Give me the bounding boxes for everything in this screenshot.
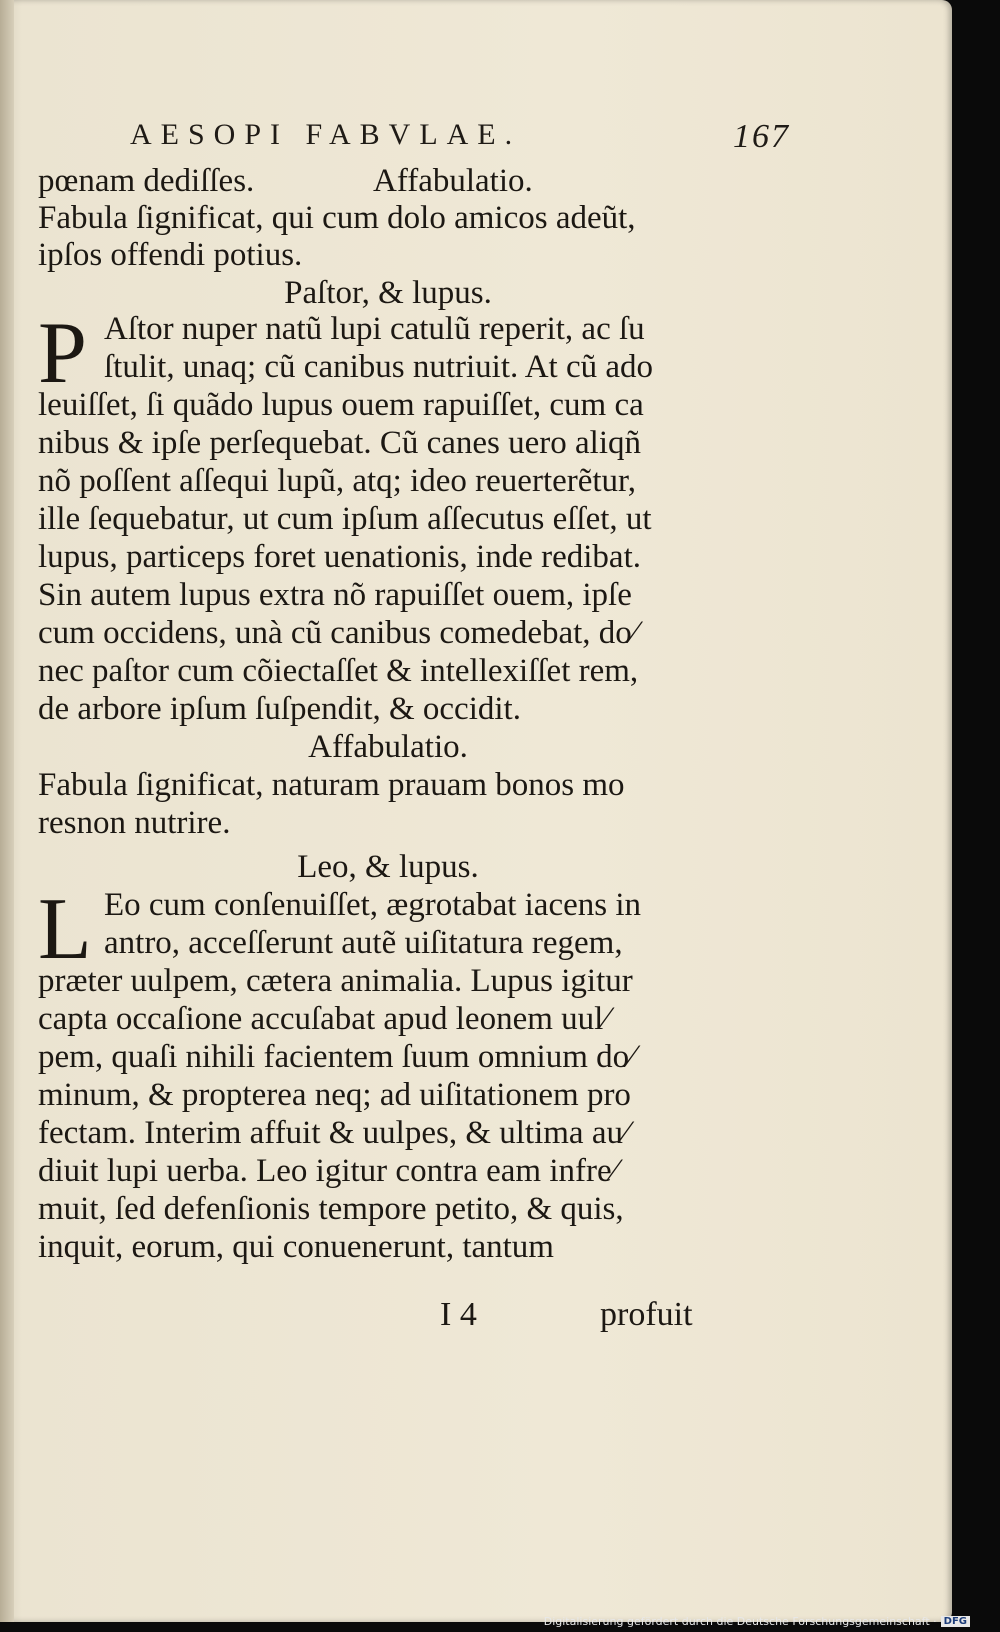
text-line: antro, acceſſerunt autẽ uiſitatura regem,	[104, 925, 623, 961]
text-line: pœnam dediſſes.	[38, 163, 255, 199]
text-line: lupus, particeps foret uenationis, inde redibat.	[38, 539, 641, 575]
digitization-footer	[544, 1612, 970, 1630]
text-line: fectam. Interim affuit & uulpes, & ultima au⁄	[38, 1115, 629, 1151]
signature-mark: I 4	[440, 1296, 477, 1333]
affabulatio-heading: Affabulatio.	[373, 163, 533, 199]
text-line: muit, ſed defenſionis tempore petito, & quis,	[38, 1191, 624, 1227]
text-line: cum occidens, unà cũ canibus comedebat, do⁄	[38, 615, 638, 651]
text-line: præter uulpem, cætera animalia. Lupus igitur	[38, 963, 633, 999]
text-line: nec paſtor cum cõiectaſſet & intellexiſſet rem,	[38, 653, 639, 689]
drop-cap: L	[38, 881, 92, 978]
text-line: diuit lupi uerba. Leo igitur contra eam infre⁄	[38, 1153, 618, 1189]
catchword: profuit	[600, 1296, 693, 1333]
text-line: Sin autem lupus extra nõ rapuiſſet ouem, ipſe	[38, 577, 632, 613]
running-title: AESOPI FABVLAE.	[130, 118, 522, 151]
text-line: Fabula ſignificat, qui cum dolo amicos adeũt,	[38, 200, 636, 236]
running-header	[130, 118, 790, 158]
text-line: de arbore ipſum ſuſpendit, & occidit.	[38, 691, 521, 727]
text-line: Eo cum conſenuiſſet, ægrotabat iacens in	[104, 887, 642, 923]
text-line: nõ poſſent aſſequi lupũ, atq; ideo reuerterẽtur,	[38, 463, 636, 499]
drop-cap: P	[38, 305, 87, 402]
text-line: ille ſequebatur, ut cum ipſum aſſecutus eſſet, ut	[38, 501, 652, 537]
text-line: ipſos offendi potius.	[38, 237, 303, 273]
text-line: leuiſſet, ſi quãdo lupus ouem rapuiſſet, cum ca	[38, 387, 644, 423]
text-line: pem, quaſi nihili facientem ſuum omnium do⁄	[38, 1039, 635, 1075]
text-line: capta occaſione accuſabat apud leonem uul⁄	[38, 1001, 609, 1037]
fable-title: Leo, & lupus.	[297, 849, 479, 885]
text-line: Aſtor nuper natũ lupi catulũ reperit, ac ſu	[104, 311, 645, 347]
text-line: nibus & ipſe perſequebat. Cũ canes uero aliqñ	[38, 425, 641, 461]
footer-text: Digitalisierung gefördert durch die Deutsche Forschungsgemeinschaft ·	[543, 1614, 937, 1628]
text-line: minum, & propterea neq; ad uiſitationem pro	[38, 1077, 631, 1113]
text-line: Fabula ſignificat, naturam prauam bonos mo	[38, 767, 625, 803]
affabulatio-heading: Affabulatio.	[308, 729, 468, 765]
fable-title: Paſtor, & lupus.	[284, 275, 492, 311]
page-number: 167	[733, 118, 790, 155]
text-line: ſtulit, unaq; cũ canibus nutriuit. At cũ ado	[104, 349, 653, 385]
text-line: resnon nutrire.	[38, 805, 231, 841]
dfg-logo: DFG	[941, 1616, 970, 1627]
text-line: inquit, eorum, qui conuenerunt, tantum	[38, 1229, 554, 1265]
